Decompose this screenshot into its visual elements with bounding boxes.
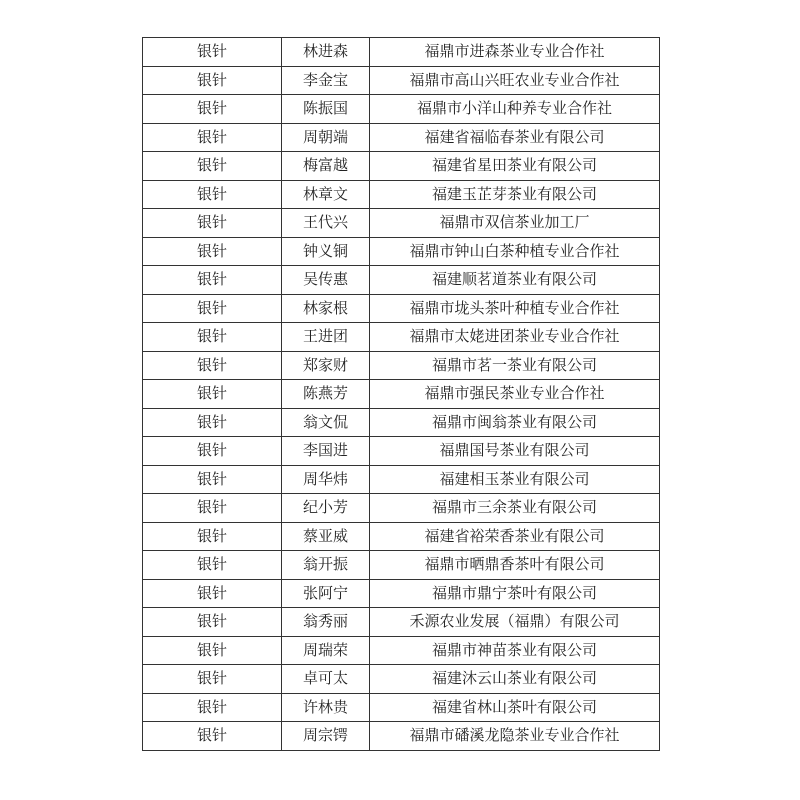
table-row — [143, 123, 660, 152]
award-cell: 银针 — [143, 522, 282, 551]
table-row — [143, 237, 660, 266]
name-cell: 林家根 — [282, 294, 370, 323]
company-cell: 福建相玉茶业有限公司 — [370, 465, 660, 494]
award-cell: 银针 — [143, 38, 282, 67]
company-cell: 福鼎国号茶业有限公司 — [370, 437, 660, 466]
name-cell: 张阿宁 — [282, 579, 370, 608]
award-cell: 银针 — [143, 437, 282, 466]
name-cell: 翁文侃 — [282, 408, 370, 437]
company-cell: 福鼎市垅头茶叶种植专业合作社 — [370, 294, 660, 323]
table-row — [143, 636, 660, 665]
name-cell: 郑家财 — [282, 351, 370, 380]
award-cell: 银针 — [143, 636, 282, 665]
table-row — [143, 209, 660, 238]
award-table — [142, 37, 660, 751]
table-row — [143, 351, 660, 380]
company-cell: 福鼎市茗一茶业有限公司 — [370, 351, 660, 380]
award-cell: 银针 — [143, 693, 282, 722]
company-cell: 福建玉芷芽茶业有限公司 — [370, 180, 660, 209]
name-cell: 周瑞荣 — [282, 636, 370, 665]
name-cell: 林进森 — [282, 38, 370, 67]
name-cell: 梅富越 — [282, 152, 370, 181]
company-cell: 福鼎市小洋山种养专业合作社 — [370, 95, 660, 124]
award-cell: 银针 — [143, 180, 282, 209]
award-cell: 银针 — [143, 209, 282, 238]
table-row — [143, 323, 660, 352]
company-cell: 福鼎市进森茶业专业合作社 — [370, 38, 660, 67]
company-cell: 福建省裕荣香茶业有限公司 — [370, 522, 660, 551]
award-cell: 银针 — [143, 494, 282, 523]
award-cell: 银针 — [143, 408, 282, 437]
table-row — [143, 38, 660, 67]
company-cell: 福鼎市钟山白茶种植专业合作社 — [370, 237, 660, 266]
award-cell: 银针 — [143, 351, 282, 380]
company-cell: 福鼎市磻溪龙隐茶业专业合作社 — [370, 722, 660, 751]
table-row — [143, 180, 660, 209]
table-row — [143, 665, 660, 694]
company-cell: 福鼎市闽翁茶业有限公司 — [370, 408, 660, 437]
award-cell: 银针 — [143, 323, 282, 352]
company-cell: 福建省星田茶业有限公司 — [370, 152, 660, 181]
name-cell: 周朝端 — [282, 123, 370, 152]
name-cell: 许林贵 — [282, 693, 370, 722]
company-cell: 福鼎市三余茶业有限公司 — [370, 494, 660, 523]
name-cell: 钟义铜 — [282, 237, 370, 266]
table-row — [143, 608, 660, 637]
name-cell: 蔡亚威 — [282, 522, 370, 551]
table-row — [143, 522, 660, 551]
company-cell: 福建沐云山茶业有限公司 — [370, 665, 660, 694]
table-row — [143, 408, 660, 437]
name-cell: 李金宝 — [282, 66, 370, 95]
name-cell: 纪小芳 — [282, 494, 370, 523]
table-row — [143, 294, 660, 323]
company-cell: 福鼎市鼎宁茶叶有限公司 — [370, 579, 660, 608]
name-cell: 李国进 — [282, 437, 370, 466]
award-cell: 银针 — [143, 66, 282, 95]
award-table-body — [143, 38, 660, 751]
award-cell: 银针 — [143, 123, 282, 152]
award-cell: 银针 — [143, 152, 282, 181]
company-cell: 福鼎市双信茶业加工厂 — [370, 209, 660, 238]
table-row — [143, 95, 660, 124]
award-cell: 银针 — [143, 722, 282, 751]
table-row — [143, 579, 660, 608]
name-cell: 陈燕芳 — [282, 380, 370, 409]
company-cell: 禾源农业发展（福鼎）有限公司 — [370, 608, 660, 637]
name-cell: 卓可太 — [282, 665, 370, 694]
company-cell: 福鼎市高山兴旺农业专业合作社 — [370, 66, 660, 95]
table-row — [143, 722, 660, 751]
award-cell: 银针 — [143, 294, 282, 323]
table-row — [143, 494, 660, 523]
company-cell: 福建顺茗道茶业有限公司 — [370, 266, 660, 295]
award-cell: 银针 — [143, 579, 282, 608]
table-row — [143, 66, 660, 95]
name-cell: 王代兴 — [282, 209, 370, 238]
table-row — [143, 380, 660, 409]
table-row — [143, 693, 660, 722]
name-cell: 翁秀丽 — [282, 608, 370, 637]
award-cell: 银针 — [143, 608, 282, 637]
name-cell: 林章文 — [282, 180, 370, 209]
company-cell: 福鼎市太姥进团茶业专业合作社 — [370, 323, 660, 352]
company-cell: 福鼎市神苗茶业有限公司 — [370, 636, 660, 665]
name-cell: 周华炜 — [282, 465, 370, 494]
award-cell: 银针 — [143, 95, 282, 124]
award-cell: 银针 — [143, 551, 282, 580]
company-cell: 福建省福临春茶业有限公司 — [370, 123, 660, 152]
award-cell: 银针 — [143, 380, 282, 409]
name-cell: 周宗锷 — [282, 722, 370, 751]
name-cell: 王进团 — [282, 323, 370, 352]
company-cell: 福鼎市晒鼎香茶叶有限公司 — [370, 551, 660, 580]
award-cell: 银针 — [143, 465, 282, 494]
company-cell: 福鼎市强民茶业专业合作社 — [370, 380, 660, 409]
name-cell: 翁开振 — [282, 551, 370, 580]
table-row — [143, 465, 660, 494]
award-cell: 银针 — [143, 237, 282, 266]
award-cell: 银针 — [143, 665, 282, 694]
company-cell: 福建省林山茶叶有限公司 — [370, 693, 660, 722]
table-row — [143, 266, 660, 295]
table-row — [143, 152, 660, 181]
table-row — [143, 551, 660, 580]
award-cell: 银针 — [143, 266, 282, 295]
name-cell: 吴传惠 — [282, 266, 370, 295]
table-row — [143, 437, 660, 466]
name-cell: 陈振国 — [282, 95, 370, 124]
